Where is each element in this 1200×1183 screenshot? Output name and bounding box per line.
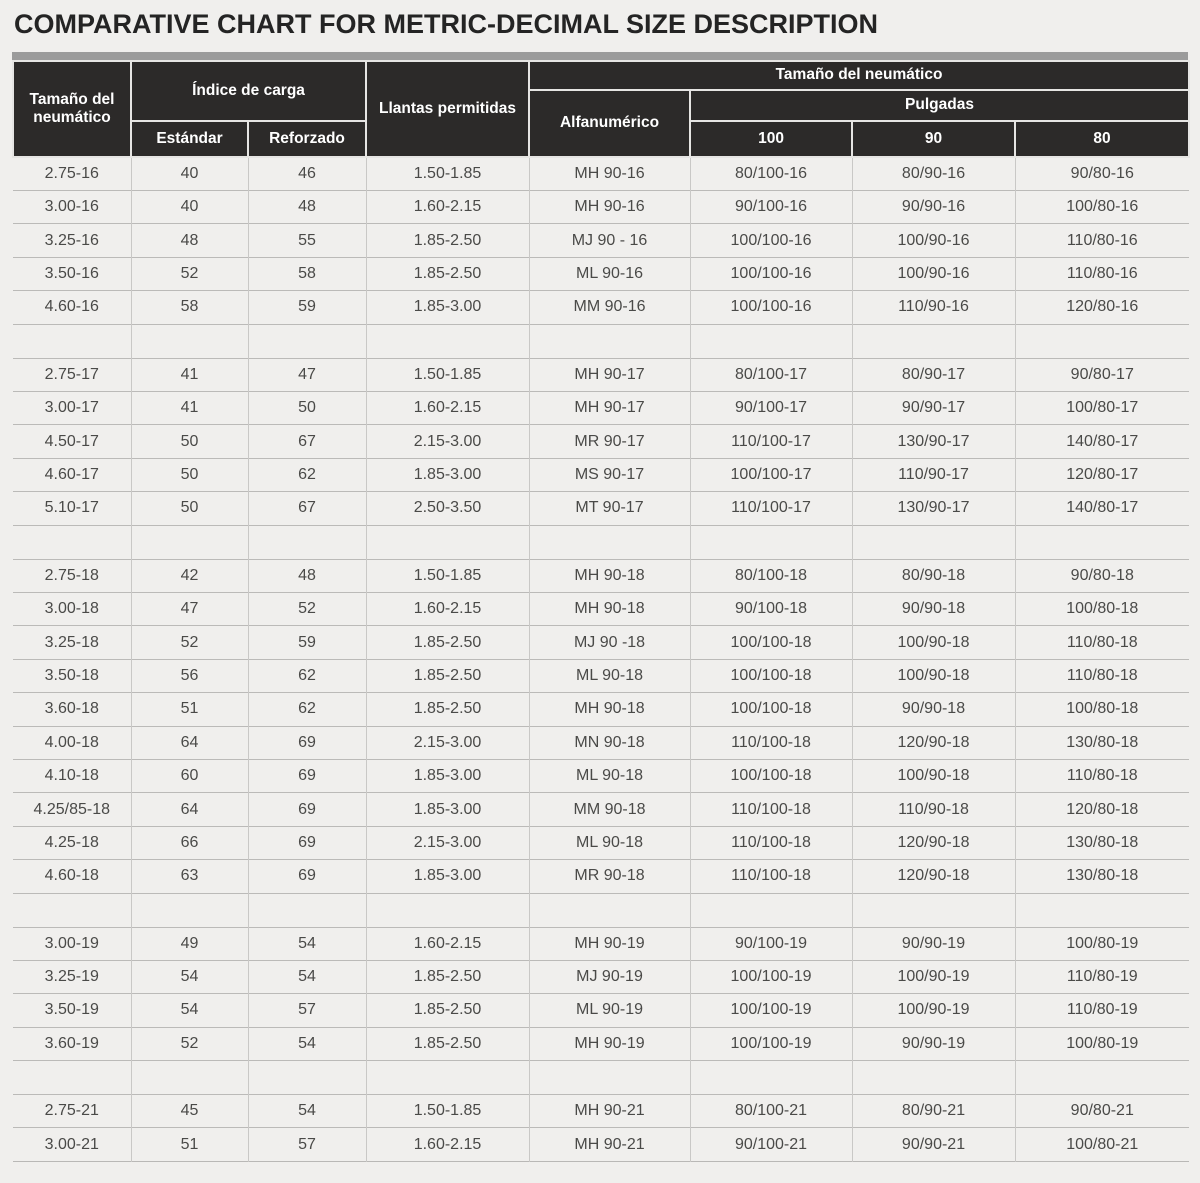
table-cell: 2.15-3.00 xyxy=(366,826,529,859)
table-cell: 90/90-19 xyxy=(852,1027,1015,1060)
separator-cell xyxy=(366,1061,529,1095)
table-cell: 100/100-18 xyxy=(690,626,852,659)
table-cell: MM 90-16 xyxy=(529,291,690,324)
table-cell: 90/80-21 xyxy=(1015,1095,1189,1128)
separator-cell xyxy=(1015,1061,1189,1095)
table-cell: 1.85-3.00 xyxy=(366,759,529,792)
separator-cell xyxy=(366,525,529,559)
separator-cell xyxy=(529,1061,690,1095)
table-cell: 4.00-18 xyxy=(13,726,131,759)
table-cell: 90/100-21 xyxy=(690,1128,852,1161)
table-cell: 62 xyxy=(248,458,366,491)
table-cell: 69 xyxy=(248,826,366,859)
table-cell: 100/80-21 xyxy=(1015,1128,1189,1161)
table-row xyxy=(13,960,1189,993)
table-cell: 59 xyxy=(248,626,366,659)
separator-cell xyxy=(131,893,248,927)
table-cell: MH 90-16 xyxy=(529,157,690,191)
header-rims-allowed: Llantas permitidas xyxy=(366,61,529,157)
table-cell: 47 xyxy=(131,592,248,625)
table-cell: MS 90-17 xyxy=(529,458,690,491)
table-cell: 100/90-18 xyxy=(852,659,1015,692)
separator-cell xyxy=(852,324,1015,358)
table-cell: 110/90-16 xyxy=(852,291,1015,324)
table-cell: 46 xyxy=(248,157,366,191)
table-cell: 69 xyxy=(248,726,366,759)
table-cell: MM 90-18 xyxy=(529,793,690,826)
table-cell: 120/90-18 xyxy=(852,826,1015,859)
table-cell: 58 xyxy=(131,291,248,324)
header-inch-90: 90 xyxy=(852,121,1015,157)
table-cell: 1.85-2.50 xyxy=(366,994,529,1027)
table-cell: 50 xyxy=(131,492,248,525)
table-cell: MH 90-19 xyxy=(529,1027,690,1060)
comparison-table-container xyxy=(12,52,1188,1162)
table-cell: 2.75-18 xyxy=(13,559,131,592)
table-row xyxy=(13,492,1189,525)
table-cell: 4.10-18 xyxy=(13,759,131,792)
table-cell: 110/80-18 xyxy=(1015,626,1189,659)
table-cell: 5.10-17 xyxy=(13,492,131,525)
table-cell: 110/80-16 xyxy=(1015,257,1189,290)
separator-cell xyxy=(690,525,852,559)
table-cell: 4.25/85-18 xyxy=(13,793,131,826)
table-cell: 49 xyxy=(131,927,248,960)
table-cell: 100/90-18 xyxy=(852,759,1015,792)
table-cell: 100/100-16 xyxy=(690,257,852,290)
separator-cell xyxy=(1015,893,1189,927)
table-row xyxy=(13,425,1189,458)
table-cell: MN 90-18 xyxy=(529,726,690,759)
table-cell: MH 90-18 xyxy=(529,559,690,592)
separator-cell xyxy=(529,893,690,927)
table-cell: 110/80-16 xyxy=(1015,224,1189,257)
separator-row xyxy=(13,324,1189,358)
table-cell: 3.25-16 xyxy=(13,224,131,257)
table-cell: 3.50-19 xyxy=(13,994,131,1027)
table-cell: 54 xyxy=(248,1027,366,1060)
table-cell: 120/80-17 xyxy=(1015,458,1189,491)
table-cell: 80/100-16 xyxy=(690,157,852,191)
table-cell: 110/100-18 xyxy=(690,793,852,826)
table-row xyxy=(13,1095,1189,1128)
table-cell: 67 xyxy=(248,492,366,525)
header-reinforced: Reforzado xyxy=(248,121,366,157)
table-cell: 3.25-19 xyxy=(13,960,131,993)
table-cell: 42 xyxy=(131,559,248,592)
table-cell: MH 90-19 xyxy=(529,927,690,960)
table-row xyxy=(13,826,1189,859)
table-row xyxy=(13,358,1189,391)
header-alphanumeric: Alfanumérico xyxy=(529,90,690,157)
header-tire-size-right: Tamaño del neumático xyxy=(529,61,1189,90)
table-cell: 140/80-17 xyxy=(1015,425,1189,458)
table-cell: 1.50-1.85 xyxy=(366,559,529,592)
table-cell: 110/100-18 xyxy=(690,826,852,859)
header-row-1 xyxy=(13,61,1189,90)
table-cell: 54 xyxy=(131,994,248,1027)
table-cell: 100/100-18 xyxy=(690,759,852,792)
table-cell: 51 xyxy=(131,693,248,726)
table-cell: 1.60-2.15 xyxy=(366,592,529,625)
table-cell: MH 90-17 xyxy=(529,392,690,425)
table-cell: 80/90-21 xyxy=(852,1095,1015,1128)
table-cell: 1.85-3.00 xyxy=(366,458,529,491)
table-cell: 3.25-18 xyxy=(13,626,131,659)
table-cell: MR 90-17 xyxy=(529,425,690,458)
table-cell: 90/100-17 xyxy=(690,392,852,425)
separator-cell xyxy=(366,324,529,358)
header-tire-size: Tamaño del neumático xyxy=(13,61,131,157)
table-cell: 130/90-17 xyxy=(852,492,1015,525)
table-cell: 50 xyxy=(131,458,248,491)
table-cell: 90/90-19 xyxy=(852,927,1015,960)
separator-cell xyxy=(248,1061,366,1095)
table-row xyxy=(13,793,1189,826)
separator-cell xyxy=(1015,324,1189,358)
table-cell: 1.60-2.15 xyxy=(366,1128,529,1161)
table-cell: 110/100-18 xyxy=(690,726,852,759)
table-body xyxy=(13,157,1189,1162)
table-cell: 110/90-18 xyxy=(852,793,1015,826)
table-cell: 100/90-18 xyxy=(852,626,1015,659)
table-cell: 64 xyxy=(131,793,248,826)
table-cell: 90/90-18 xyxy=(852,693,1015,726)
table-cell: 110/100-17 xyxy=(690,425,852,458)
table-cell: 110/80-19 xyxy=(1015,960,1189,993)
header-standard: Estándar xyxy=(131,121,248,157)
table-row xyxy=(13,1128,1189,1161)
table-cell: 100/100-16 xyxy=(690,224,852,257)
table-row xyxy=(13,224,1189,257)
table-cell: 100/100-16 xyxy=(690,291,852,324)
table-cell: 3.60-19 xyxy=(13,1027,131,1060)
table-cell: 1.60-2.15 xyxy=(366,191,529,224)
table-cell: 120/80-18 xyxy=(1015,793,1189,826)
header-inches: Pulgadas xyxy=(690,90,1189,121)
table-cell: 4.60-18 xyxy=(13,860,131,893)
table-cell: 120/90-18 xyxy=(852,726,1015,759)
table-cell: 3.60-18 xyxy=(13,693,131,726)
table-cell: 62 xyxy=(248,693,366,726)
separator-cell xyxy=(366,893,529,927)
table-cell: 100/100-17 xyxy=(690,458,852,491)
table-cell: 2.15-3.00 xyxy=(366,425,529,458)
table-cell: 110/90-17 xyxy=(852,458,1015,491)
table-row xyxy=(13,559,1189,592)
table-cell: 2.75-21 xyxy=(13,1095,131,1128)
table-cell: 55 xyxy=(248,224,366,257)
table-cell: 100/90-16 xyxy=(852,224,1015,257)
table-row xyxy=(13,726,1189,759)
table-cell: 50 xyxy=(131,425,248,458)
table-cell: ML 90-18 xyxy=(529,659,690,692)
table-cell: 110/80-18 xyxy=(1015,659,1189,692)
table-cell: 130/90-17 xyxy=(852,425,1015,458)
table-cell: 48 xyxy=(248,559,366,592)
separator-cell xyxy=(13,525,131,559)
table-cell: 54 xyxy=(248,1095,366,1128)
header-inch-100: 100 xyxy=(690,121,852,157)
table-row xyxy=(13,257,1189,290)
table-cell: 58 xyxy=(248,257,366,290)
table-cell: 69 xyxy=(248,793,366,826)
table-cell: 100/90-16 xyxy=(852,257,1015,290)
table-cell: MT 90-17 xyxy=(529,492,690,525)
table-cell: MR 90-18 xyxy=(529,860,690,893)
table-cell: 110/100-18 xyxy=(690,860,852,893)
table-cell: 1.85-2.50 xyxy=(366,659,529,692)
table-cell: 90/90-18 xyxy=(852,592,1015,625)
table-cell: 100/80-19 xyxy=(1015,1027,1189,1060)
table-cell: 100/80-16 xyxy=(1015,191,1189,224)
table-cell: MJ 90-19 xyxy=(529,960,690,993)
separator-cell xyxy=(1015,525,1189,559)
table-cell: 100/100-18 xyxy=(690,693,852,726)
separator-cell xyxy=(852,1061,1015,1095)
table-row xyxy=(13,157,1189,191)
table-cell: ML 90-19 xyxy=(529,994,690,1027)
table-cell: 45 xyxy=(131,1095,248,1128)
table-cell: 41 xyxy=(131,392,248,425)
table-cell: 1.85-3.00 xyxy=(366,793,529,826)
table-cell: 54 xyxy=(248,927,366,960)
table-cell: 1.85-2.50 xyxy=(366,1027,529,1060)
table-cell: 100/80-19 xyxy=(1015,927,1189,960)
table-cell: 100/80-18 xyxy=(1015,592,1189,625)
table-cell: 1.60-2.15 xyxy=(366,927,529,960)
table-cell: 90/100-16 xyxy=(690,191,852,224)
separator-cell xyxy=(248,525,366,559)
table-cell: 2.75-16 xyxy=(13,157,131,191)
table-cell: 1.85-2.50 xyxy=(366,257,529,290)
table-cell: 100/90-19 xyxy=(852,960,1015,993)
table-cell: 3.50-16 xyxy=(13,257,131,290)
table-cell: 4.50-17 xyxy=(13,425,131,458)
table-cell: 1.50-1.85 xyxy=(366,157,529,191)
separator-row xyxy=(13,1061,1189,1095)
table-cell: 69 xyxy=(248,860,366,893)
table-cell: 57 xyxy=(248,1128,366,1161)
header-inch-80: 80 xyxy=(1015,121,1189,157)
table-cell: 80/90-17 xyxy=(852,358,1015,391)
table-cell: 63 xyxy=(131,860,248,893)
table-cell: 1.85-2.50 xyxy=(366,626,529,659)
table-cell: 1.50-1.85 xyxy=(366,358,529,391)
table-cell: 100/80-17 xyxy=(1015,392,1189,425)
table-cell: 80/100-17 xyxy=(690,358,852,391)
table-row xyxy=(13,1027,1189,1060)
table-row xyxy=(13,659,1189,692)
table-cell: 130/80-18 xyxy=(1015,726,1189,759)
table-cell: 100/100-19 xyxy=(690,994,852,1027)
table-cell: 40 xyxy=(131,191,248,224)
table-cell: MJ 90 -18 xyxy=(529,626,690,659)
table-cell: 90/90-17 xyxy=(852,392,1015,425)
separator-cell xyxy=(690,893,852,927)
separator-cell xyxy=(690,1061,852,1095)
table-cell: 48 xyxy=(248,191,366,224)
table-cell: 1.85-2.50 xyxy=(366,224,529,257)
table-cell: 100/80-18 xyxy=(1015,693,1189,726)
table-row xyxy=(13,291,1189,324)
table-cell: 64 xyxy=(131,726,248,759)
table-cell: 110/80-19 xyxy=(1015,994,1189,1027)
table-cell: 1.85-3.00 xyxy=(366,291,529,324)
table-cell: 1.85-2.50 xyxy=(366,960,529,993)
table-cell: MH 90-18 xyxy=(529,592,690,625)
table-cell: 80/100-21 xyxy=(690,1095,852,1128)
table-cell: 62 xyxy=(248,659,366,692)
table-cell: 48 xyxy=(131,224,248,257)
separator-cell xyxy=(131,324,248,358)
table-cell: 130/80-18 xyxy=(1015,826,1189,859)
table-cell: 40 xyxy=(131,157,248,191)
table-cell: 3.00-17 xyxy=(13,392,131,425)
header-load-index: Índice de carga xyxy=(131,61,366,121)
table-cell: 52 xyxy=(131,626,248,659)
comparison-table xyxy=(12,60,1190,1162)
table-cell: 57 xyxy=(248,994,366,1027)
table-cell: 90/100-19 xyxy=(690,927,852,960)
table-row xyxy=(13,458,1189,491)
table-cell: 2.75-17 xyxy=(13,358,131,391)
table-cell: 110/80-18 xyxy=(1015,759,1189,792)
table-cell: 3.00-19 xyxy=(13,927,131,960)
table-cell: 100/100-18 xyxy=(690,659,852,692)
table-cell: 69 xyxy=(248,759,366,792)
separator-cell xyxy=(248,324,366,358)
table-cell: 66 xyxy=(131,826,248,859)
table-cell: 90/80-18 xyxy=(1015,559,1189,592)
separator-cell xyxy=(690,324,852,358)
table-cell: 140/80-17 xyxy=(1015,492,1189,525)
table-cell: 51 xyxy=(131,1128,248,1161)
table-header xyxy=(13,61,1189,157)
table-cell: 130/80-18 xyxy=(1015,860,1189,893)
table-cell: 3.00-21 xyxy=(13,1128,131,1161)
separator-cell xyxy=(131,1061,248,1095)
table-cell: MJ 90 - 16 xyxy=(529,224,690,257)
separator-row xyxy=(13,525,1189,559)
table-row xyxy=(13,626,1189,659)
table-cell: 1.85-3.00 xyxy=(366,860,529,893)
table-row xyxy=(13,592,1189,625)
table-cell: 3.00-18 xyxy=(13,592,131,625)
table-cell: 2.15-3.00 xyxy=(366,726,529,759)
separator-cell xyxy=(529,324,690,358)
table-row xyxy=(13,392,1189,425)
table-row xyxy=(13,693,1189,726)
separator-cell xyxy=(13,893,131,927)
table-cell: 90/100-18 xyxy=(690,592,852,625)
table-cell: 60 xyxy=(131,759,248,792)
table-cell: MH 90-18 xyxy=(529,693,690,726)
table-row xyxy=(13,860,1189,893)
table-cell: 90/90-16 xyxy=(852,191,1015,224)
table-cell: 67 xyxy=(248,425,366,458)
separator-cell xyxy=(852,893,1015,927)
table-cell: 1.60-2.15 xyxy=(366,392,529,425)
separator-cell xyxy=(13,1061,131,1095)
table-cell: MH 90-17 xyxy=(529,358,690,391)
table-cell: 80/90-18 xyxy=(852,559,1015,592)
table-cell: 1.85-2.50 xyxy=(366,693,529,726)
table-cell: 3.00-16 xyxy=(13,191,131,224)
separator-row xyxy=(13,893,1189,927)
table-cell: 56 xyxy=(131,659,248,692)
table-row xyxy=(13,759,1189,792)
table-row xyxy=(13,191,1189,224)
table-top-strip xyxy=(12,52,1188,60)
table-cell: 80/100-18 xyxy=(690,559,852,592)
table-cell: MH 90-21 xyxy=(529,1095,690,1128)
separator-cell xyxy=(131,525,248,559)
table-cell: 47 xyxy=(248,358,366,391)
table-cell: MH 90-16 xyxy=(529,191,690,224)
table-cell: 4.60-17 xyxy=(13,458,131,491)
table-cell: 59 xyxy=(248,291,366,324)
table-cell: 90/90-21 xyxy=(852,1128,1015,1161)
table-cell: 1.50-1.85 xyxy=(366,1095,529,1128)
table-cell: 120/90-18 xyxy=(852,860,1015,893)
separator-cell xyxy=(852,525,1015,559)
table-row xyxy=(13,927,1189,960)
separator-cell xyxy=(13,324,131,358)
table-cell: 4.25-18 xyxy=(13,826,131,859)
table-cell: 41 xyxy=(131,358,248,391)
table-cell: MH 90-21 xyxy=(529,1128,690,1161)
table-cell: 2.50-3.50 xyxy=(366,492,529,525)
table-cell: 50 xyxy=(248,392,366,425)
table-row xyxy=(13,994,1189,1027)
table-cell: 54 xyxy=(248,960,366,993)
table-cell: ML 90-18 xyxy=(529,826,690,859)
table-cell: 100/90-19 xyxy=(852,994,1015,1027)
table-cell: ML 90-16 xyxy=(529,257,690,290)
table-cell: 52 xyxy=(131,1027,248,1060)
table-cell: 3.50-18 xyxy=(13,659,131,692)
table-cell: 52 xyxy=(131,257,248,290)
table-cell: 100/100-19 xyxy=(690,960,852,993)
separator-cell xyxy=(248,893,366,927)
page-title: COMPARATIVE CHART FOR METRIC-DECIMAL SIZE DESCRIPTION xyxy=(14,9,878,39)
table-cell: 90/80-17 xyxy=(1015,358,1189,391)
table-cell: 110/100-17 xyxy=(690,492,852,525)
table-cell: 100/100-19 xyxy=(690,1027,852,1060)
table-cell: 120/80-16 xyxy=(1015,291,1189,324)
table-cell: 90/80-16 xyxy=(1015,157,1189,191)
separator-cell xyxy=(529,525,690,559)
table-cell: ML 90-18 xyxy=(529,759,690,792)
table-cell: 52 xyxy=(248,592,366,625)
table-cell: 80/90-16 xyxy=(852,157,1015,191)
table-cell: 54 xyxy=(131,960,248,993)
table-cell: 4.60-16 xyxy=(13,291,131,324)
